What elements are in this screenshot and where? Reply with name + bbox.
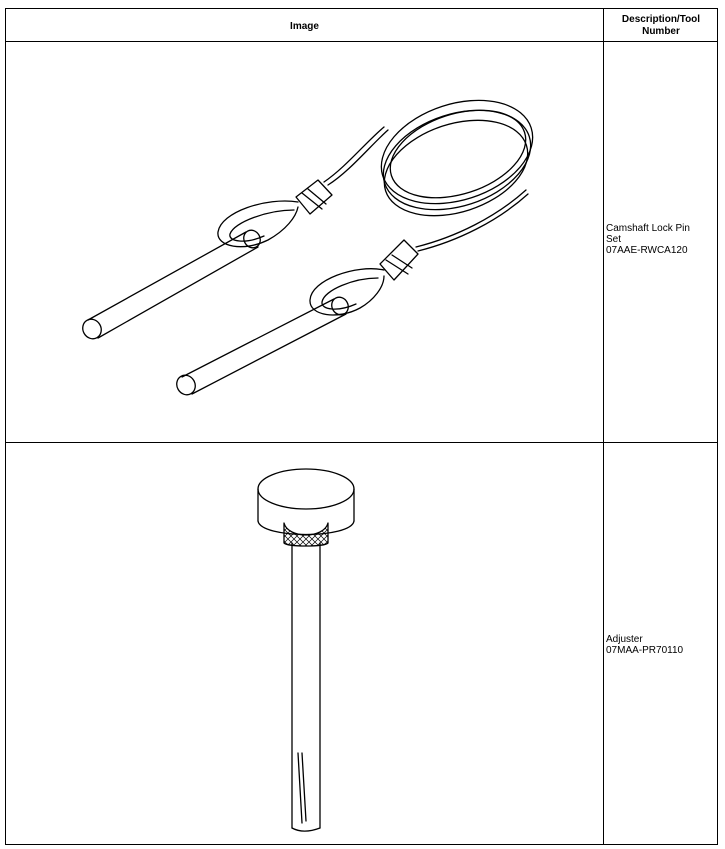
adjuster-tool-drawing bbox=[6, 443, 603, 844]
description-line: Adjuster bbox=[606, 634, 643, 645]
description-line: Camshaft Lock Pin bbox=[606, 223, 690, 234]
column-divider bbox=[603, 9, 604, 844]
description-line: 07AAE-RWCA120 bbox=[606, 245, 688, 256]
header-description-line1: Description/Tool bbox=[621, 14, 701, 25]
description-line: 07MAA-PR70110 bbox=[606, 645, 684, 656]
header-description bbox=[604, 14, 718, 38]
header-description-line2: Number bbox=[642, 26, 680, 37]
header-image: Image bbox=[290, 21, 319, 32]
description-camshaft-lock-pin-set bbox=[606, 223, 716, 256]
description-line: Set bbox=[606, 234, 622, 245]
camshaft-lock-pin-set-drawing bbox=[6, 42, 603, 442]
description-adjuster bbox=[606, 634, 716, 656]
image-cell-adjuster bbox=[6, 443, 603, 844]
tool-table bbox=[5, 8, 718, 845]
image-cell-camshaft-lock-pin-set bbox=[6, 42, 603, 442]
